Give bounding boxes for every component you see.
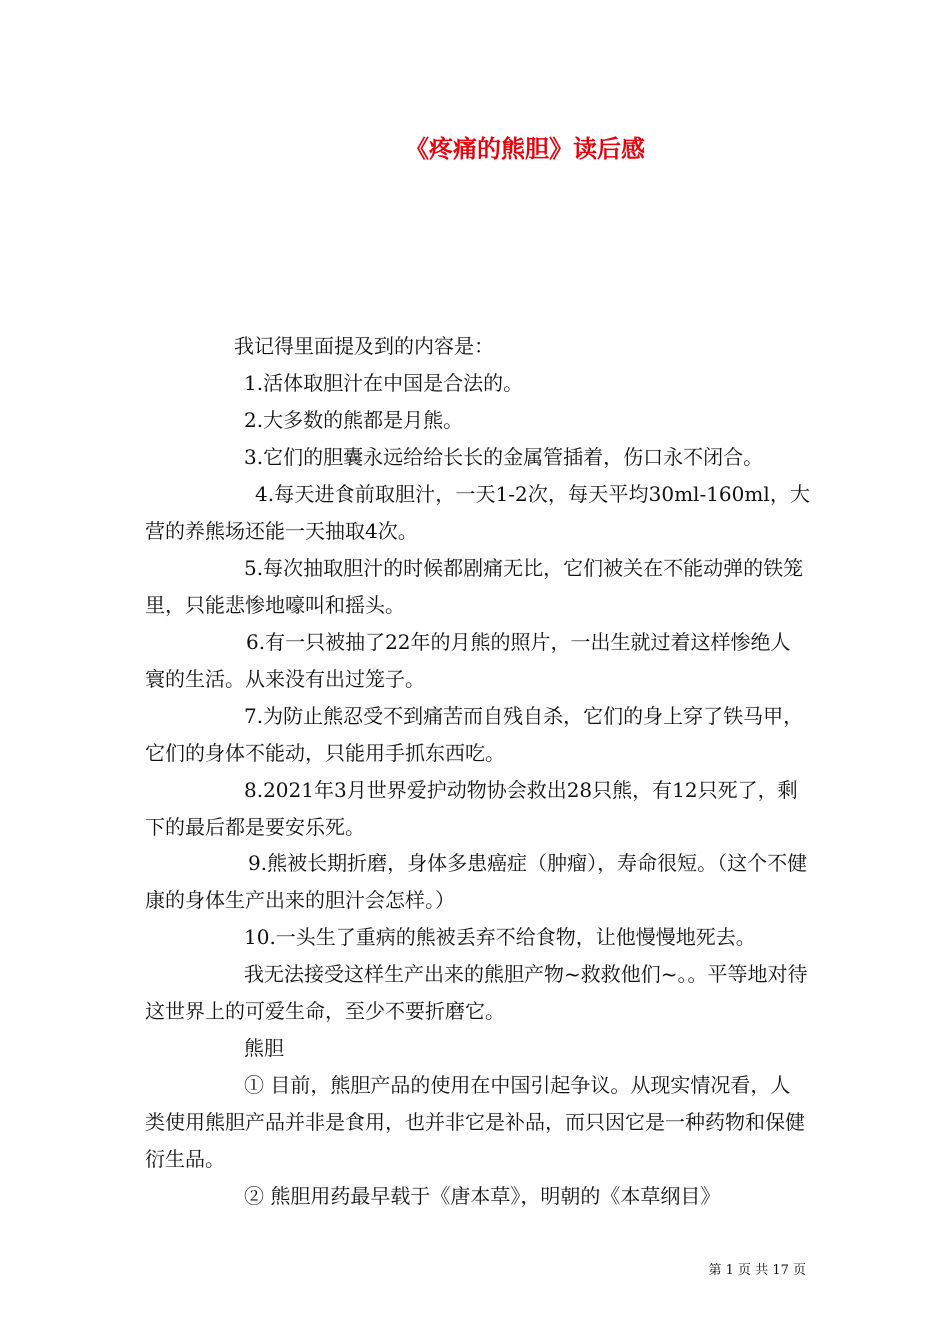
list-item-6: 6.有一只被抽了22年的月熊的照片，一出生就过着这样惨绝人寰的生活。从来没有出过笼子。	[145, 630, 791, 691]
list-item-7: 7.为防止熊忍受不到痛苦而自残自杀，它们的身上穿了铁马甲，它们的身体不能动，只能用手抓东西吃。	[145, 704, 804, 765]
list-item-5: 5.每次抽取胆汁的时候都剧痛无比，它们被关在不能动弹的铁笼里，只能悲惨地嚎叫和摇头。	[145, 556, 804, 617]
list-item-9: 9.熊被长期折磨，身体多患癌症（肿瘤），寿命很短。（这个不健康的身体生产出来的胆汁会怎样。）	[145, 851, 808, 912]
list-item-8: 8.2021年3月世界爱护动物协会救出28只熊，有12只死了，剩下的最后都是要安乐死。	[145, 778, 798, 839]
list-item-4: 4.每天进食前取胆汁，一天1-2次，每天平均30ml-160ml，大营的养熊场还能一天抽取4次。	[145, 482, 810, 543]
intro-paragraph: 我记得里面提及到的内容是：	[234, 334, 494, 358]
page-title: 《疼痛的熊胆》读后感	[405, 134, 645, 163]
list-item-1: 1.活体取胆汁在中国是合法的。	[244, 371, 524, 395]
closing-paragraph: 我无法接受这样生产出来的熊胆产物~救救他们~。。平等地对待这世界上的可爱生命，至少不要折磨它。	[145, 962, 808, 1023]
page-footer: 第 1 页 共 17 页	[708, 1263, 806, 1278]
section-heading: 熊胆	[244, 1036, 284, 1060]
list-item-3: 3.它们的胆囊永远给给长长的金属管插着，伤口永不闭合。	[244, 445, 764, 469]
list-item-2: 2.大多数的熊都是月熊。	[244, 408, 464, 432]
section-paragraph-1: ① 目前，熊胆产品的使用在中国引起争议。从现实情况看，人类使用熊胆产品并非是食用，也并非它是补品，而只因它是一种药物和保健衍生品。	[145, 1073, 805, 1171]
section-paragraph-2: ② 熊胆用药最早载于《唐本草》，明朝的《本草纲目》	[244, 1184, 721, 1208]
list-item-10: 10.一头生了重病的熊被丢弃不给食物，让他慢慢地死去。	[244, 925, 756, 949]
